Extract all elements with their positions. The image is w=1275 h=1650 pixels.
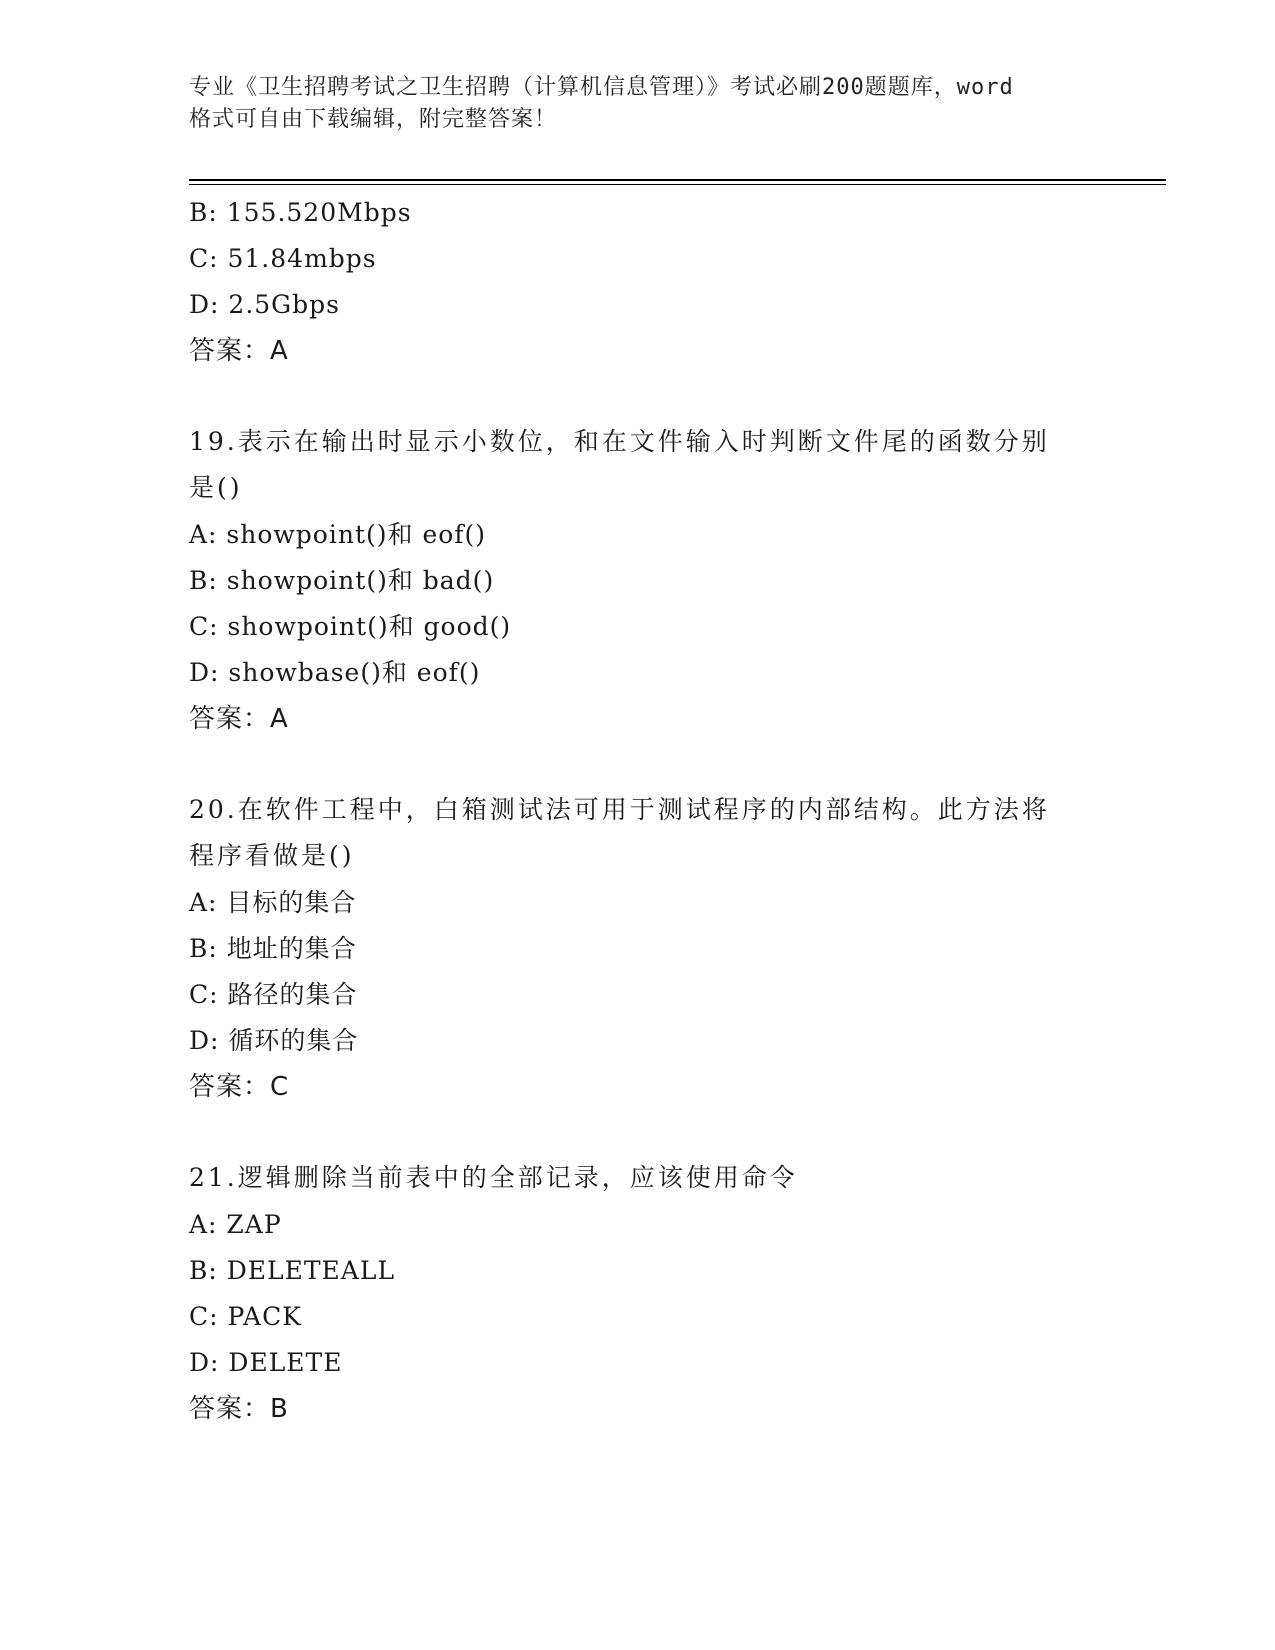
- answer-line: 答案：A: [189, 704, 289, 734]
- question-21: [189, 1156, 1089, 1432]
- spacer: [189, 374, 1089, 420]
- option-d: D: 循环的集合: [189, 1026, 359, 1055]
- option-b: B: 155.520Mbps: [189, 198, 412, 227]
- header-line-1: 专业《卫生招聘考试之卫生招聘（计算机信息管理）》考试必刷200题题库，word: [189, 75, 1014, 100]
- option-d: D: DELETE: [189, 1348, 343, 1377]
- option-d: D: showbase()和 eof(): [189, 658, 481, 687]
- answer-line: 答案：A: [189, 336, 289, 366]
- option-b: B: DELETEALL: [189, 1256, 396, 1285]
- document-header: [189, 72, 1089, 136]
- question-text: 19.表示在输出时显示小数位，和在文件输入时判断文件尾的函数分别: [189, 427, 1050, 456]
- question-text: 21.逻辑删除当前表中的全部记录，应该使用命令: [189, 1163, 798, 1192]
- option-a: A: 目标的集合: [189, 888, 357, 917]
- header-divider-thin: [189, 184, 1166, 185]
- option-b: B: 地址的集合: [189, 934, 357, 963]
- option-c: C: 路径的集合: [189, 980, 358, 1009]
- option-a: A: ZAP: [189, 1210, 282, 1239]
- header-line-2: 格式可自由下载编辑，附完整答案！: [189, 107, 558, 132]
- question-text-continued: 程序看做是(): [189, 841, 355, 870]
- question-19: [189, 420, 1089, 742]
- option-a: A: showpoint()和 eof(): [189, 520, 487, 549]
- spacer: [189, 1110, 1089, 1156]
- option-c: C: PACK: [189, 1302, 302, 1331]
- question-text: 20.在软件工程中，白箱测试法可用于测试程序的内部结构。此方法将: [189, 795, 1050, 824]
- question-text-continued: 是(): [189, 473, 243, 502]
- answer-line: 答案：B: [189, 1394, 289, 1424]
- document-body: [189, 190, 1089, 1432]
- option-c: C: 51.84mbps: [189, 244, 377, 273]
- carryover-block: [189, 190, 1089, 374]
- header-divider-thick: [189, 179, 1166, 181]
- question-20: [189, 788, 1089, 1110]
- option-b: B: showpoint()和 bad(): [189, 566, 495, 595]
- option-d: D: 2.5Gbps: [189, 290, 340, 319]
- spacer: [189, 742, 1089, 788]
- option-c: C: showpoint()和 good(): [189, 612, 512, 641]
- answer-line: 答案：C: [189, 1072, 290, 1102]
